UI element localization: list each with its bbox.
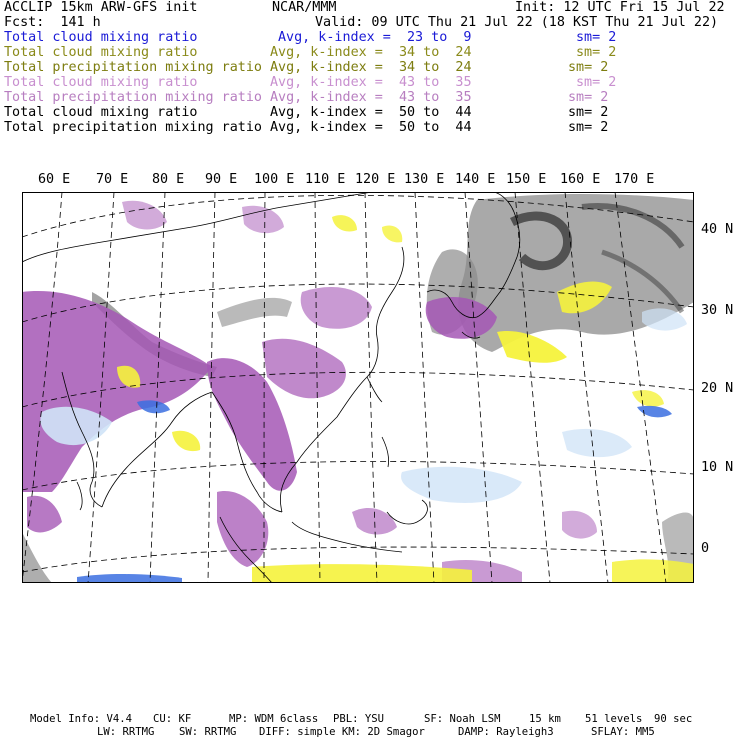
legend-avg-range: Avg, k-index = 50 to 44 (270, 105, 472, 120)
legend-smoothing: sm= 2 (568, 120, 609, 135)
center-label: NCAR/MMM (272, 0, 337, 15)
legend-field-name: Total precipitation mixing ratio (4, 120, 262, 135)
lon-label: 140 E (455, 172, 496, 187)
footer-sf: SF: Noah LSM (424, 713, 501, 725)
lon-label: 110 E (305, 172, 346, 187)
footer-sw: SW: RRTMG (179, 726, 237, 738)
lon-label: 160 E (560, 172, 601, 187)
lat-label: 40 N (701, 222, 734, 237)
footer-sflay: SFLAY: MM5 (591, 726, 655, 738)
lat-label: 0 (701, 541, 710, 556)
forecast-map (22, 192, 694, 583)
footer-lw: LW: RRTMG (97, 726, 155, 738)
lat-label: 30 N (701, 303, 734, 318)
footer-diff: DIFF: simple KM: 2D Smagor (259, 726, 425, 738)
lon-label: 70 E (96, 172, 129, 187)
lon-label: 80 E (152, 172, 185, 187)
legend-field-name: Total cloud mixing ratio (4, 45, 198, 60)
legend-smoothing: sm= 2 (576, 75, 617, 90)
legend-avg-range: Avg, k-index = 43 to 35 (270, 75, 472, 90)
footer-damp: DAMP: Rayleigh3 (458, 726, 554, 738)
legend-field-name: Total cloud mixing ratio (4, 30, 198, 45)
legend-smoothing: sm= 2 (576, 30, 617, 45)
lat-label: 20 N (701, 381, 734, 396)
legend-avg-range: Avg, k-index = 34 to 24 (270, 45, 472, 60)
valid-time: Valid: 09 UTC Thu 21 Jul 22 (18 KST Thu 21 Jul 22) (315, 15, 719, 30)
footer-cu: CU: KF (153, 713, 192, 725)
legend-smoothing: sm= 2 (568, 90, 609, 105)
legend-field-name: Total cloud mixing ratio (4, 105, 198, 120)
legend-field-name: Total precipitation mixing ratio (4, 60, 262, 75)
legend-avg-range: Avg, k-index = 43 to 35 (270, 90, 472, 105)
lon-label: 130 E (404, 172, 445, 187)
lon-label: 150 E (506, 172, 547, 187)
footer-pbl: PBL: YSU (333, 713, 385, 725)
footer-mp: MP: WDM 6class (229, 713, 319, 725)
footer-timestep: 90 sec (654, 713, 693, 725)
legend-smoothing: sm= 2 (568, 60, 609, 75)
init-time: Init: 12 UTC Fri 15 Jul 22 (515, 0, 725, 15)
legend-field-name: Total cloud mixing ratio (4, 75, 198, 90)
lat-label: 10 N (701, 460, 734, 475)
footer-levels: 51 levels (585, 713, 643, 725)
model-title: ACCLIP 15km ARW-GFS init (4, 0, 198, 15)
footer-res: 15 km (529, 713, 561, 725)
lon-label: 90 E (205, 172, 238, 187)
forecast-hour: Fcst: 141 h (4, 15, 101, 30)
legend-smoothing: sm= 2 (568, 105, 609, 120)
lon-label: 170 E (614, 172, 655, 187)
lon-label: 100 E (254, 172, 295, 187)
legend-avg-range: Avg, k-index = 50 to 44 (270, 120, 472, 135)
footer-model: Model Info: V4.4 (30, 713, 133, 725)
legend-avg-range: Avg, k-index = 34 to 24 (270, 60, 472, 75)
legend-smoothing: sm= 2 (576, 45, 617, 60)
lon-label: 60 E (38, 172, 71, 187)
legend-avg-range: Avg, k-index = 23 to 9 (278, 30, 472, 45)
legend-field-name: Total precipitation mixing ratio (4, 90, 262, 105)
lon-label: 120 E (355, 172, 396, 187)
